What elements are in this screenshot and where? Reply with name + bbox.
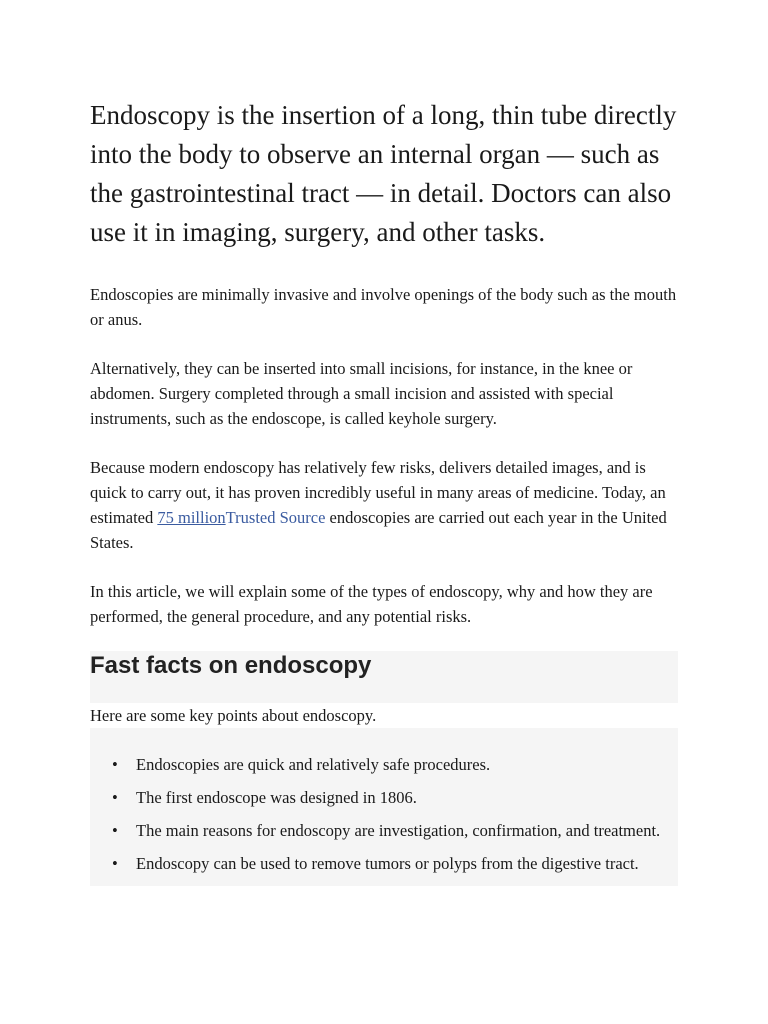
fast-facts-title: Fast facts on endoscopy — [90, 652, 372, 679]
bullet-icon: • — [112, 788, 118, 807]
list-item — [90, 785, 678, 810]
list-item — [90, 818, 678, 843]
bullet-icon: • — [112, 755, 118, 774]
paragraph-article-overview: In this article, we will explain some of the types of endoscopy, why and how they are performed, the general procedure, and any potential risks. — [90, 582, 653, 626]
paragraph-statistics — [90, 455, 680, 555]
article-body — [90, 96, 680, 886]
bullet-icon: • — [112, 821, 118, 840]
paragraph-openings: Endoscopies are minimally invasive and involve openings of the body such as the mouth or anus. — [90, 285, 677, 329]
list-item-text: Endoscopies are quick and relatively safe procedures. — [136, 755, 491, 774]
fast-facts-intro: Here are some key points about endoscopy. — [90, 703, 678, 728]
statistics-text-after: endoscopies are carried out each year in the United States. — [90, 508, 667, 552]
list-item — [90, 752, 678, 777]
statistics-text-before: Because modern endoscopy has relatively few risks, delivers detailed images, and is quick to carry out, it has proven incredibly useful in many areas of medicine. Today, an estimated — [90, 458, 666, 527]
fast-facts-list — [90, 752, 678, 876]
list-item-text: Endoscopy can be used to remove tumors or polyps from the digestive tract. — [136, 854, 639, 873]
fast-facts-box — [90, 651, 678, 886]
list-item-text: The first endoscope was designed in 1806. — [136, 788, 417, 807]
lead-paragraph: Endoscopy is the insertion of a long, thin tube directly into the body to observe an internal organ — such as the gastrointestinal tract — in detail. Doctors can also use it in imaging, surgery, and other tasks. — [90, 100, 677, 247]
bullet-icon: • — [112, 854, 118, 873]
list-item-text: The main reasons for endoscopy are investigation, confirmation, and treatment. — [136, 821, 661, 840]
paragraph-incisions: Alternatively, they can be inserted into small incisions, for instance, in the knee or abdomen. Surgery completed through a small incision and assisted with special instruments, such as the endoscope, is called keyhole surgery. — [90, 359, 633, 428]
trusted-source-link[interactable]: Trusted Source — [225, 508, 326, 527]
list-item — [90, 851, 678, 876]
statistics-link[interactable]: 75 million — [157, 508, 226, 527]
